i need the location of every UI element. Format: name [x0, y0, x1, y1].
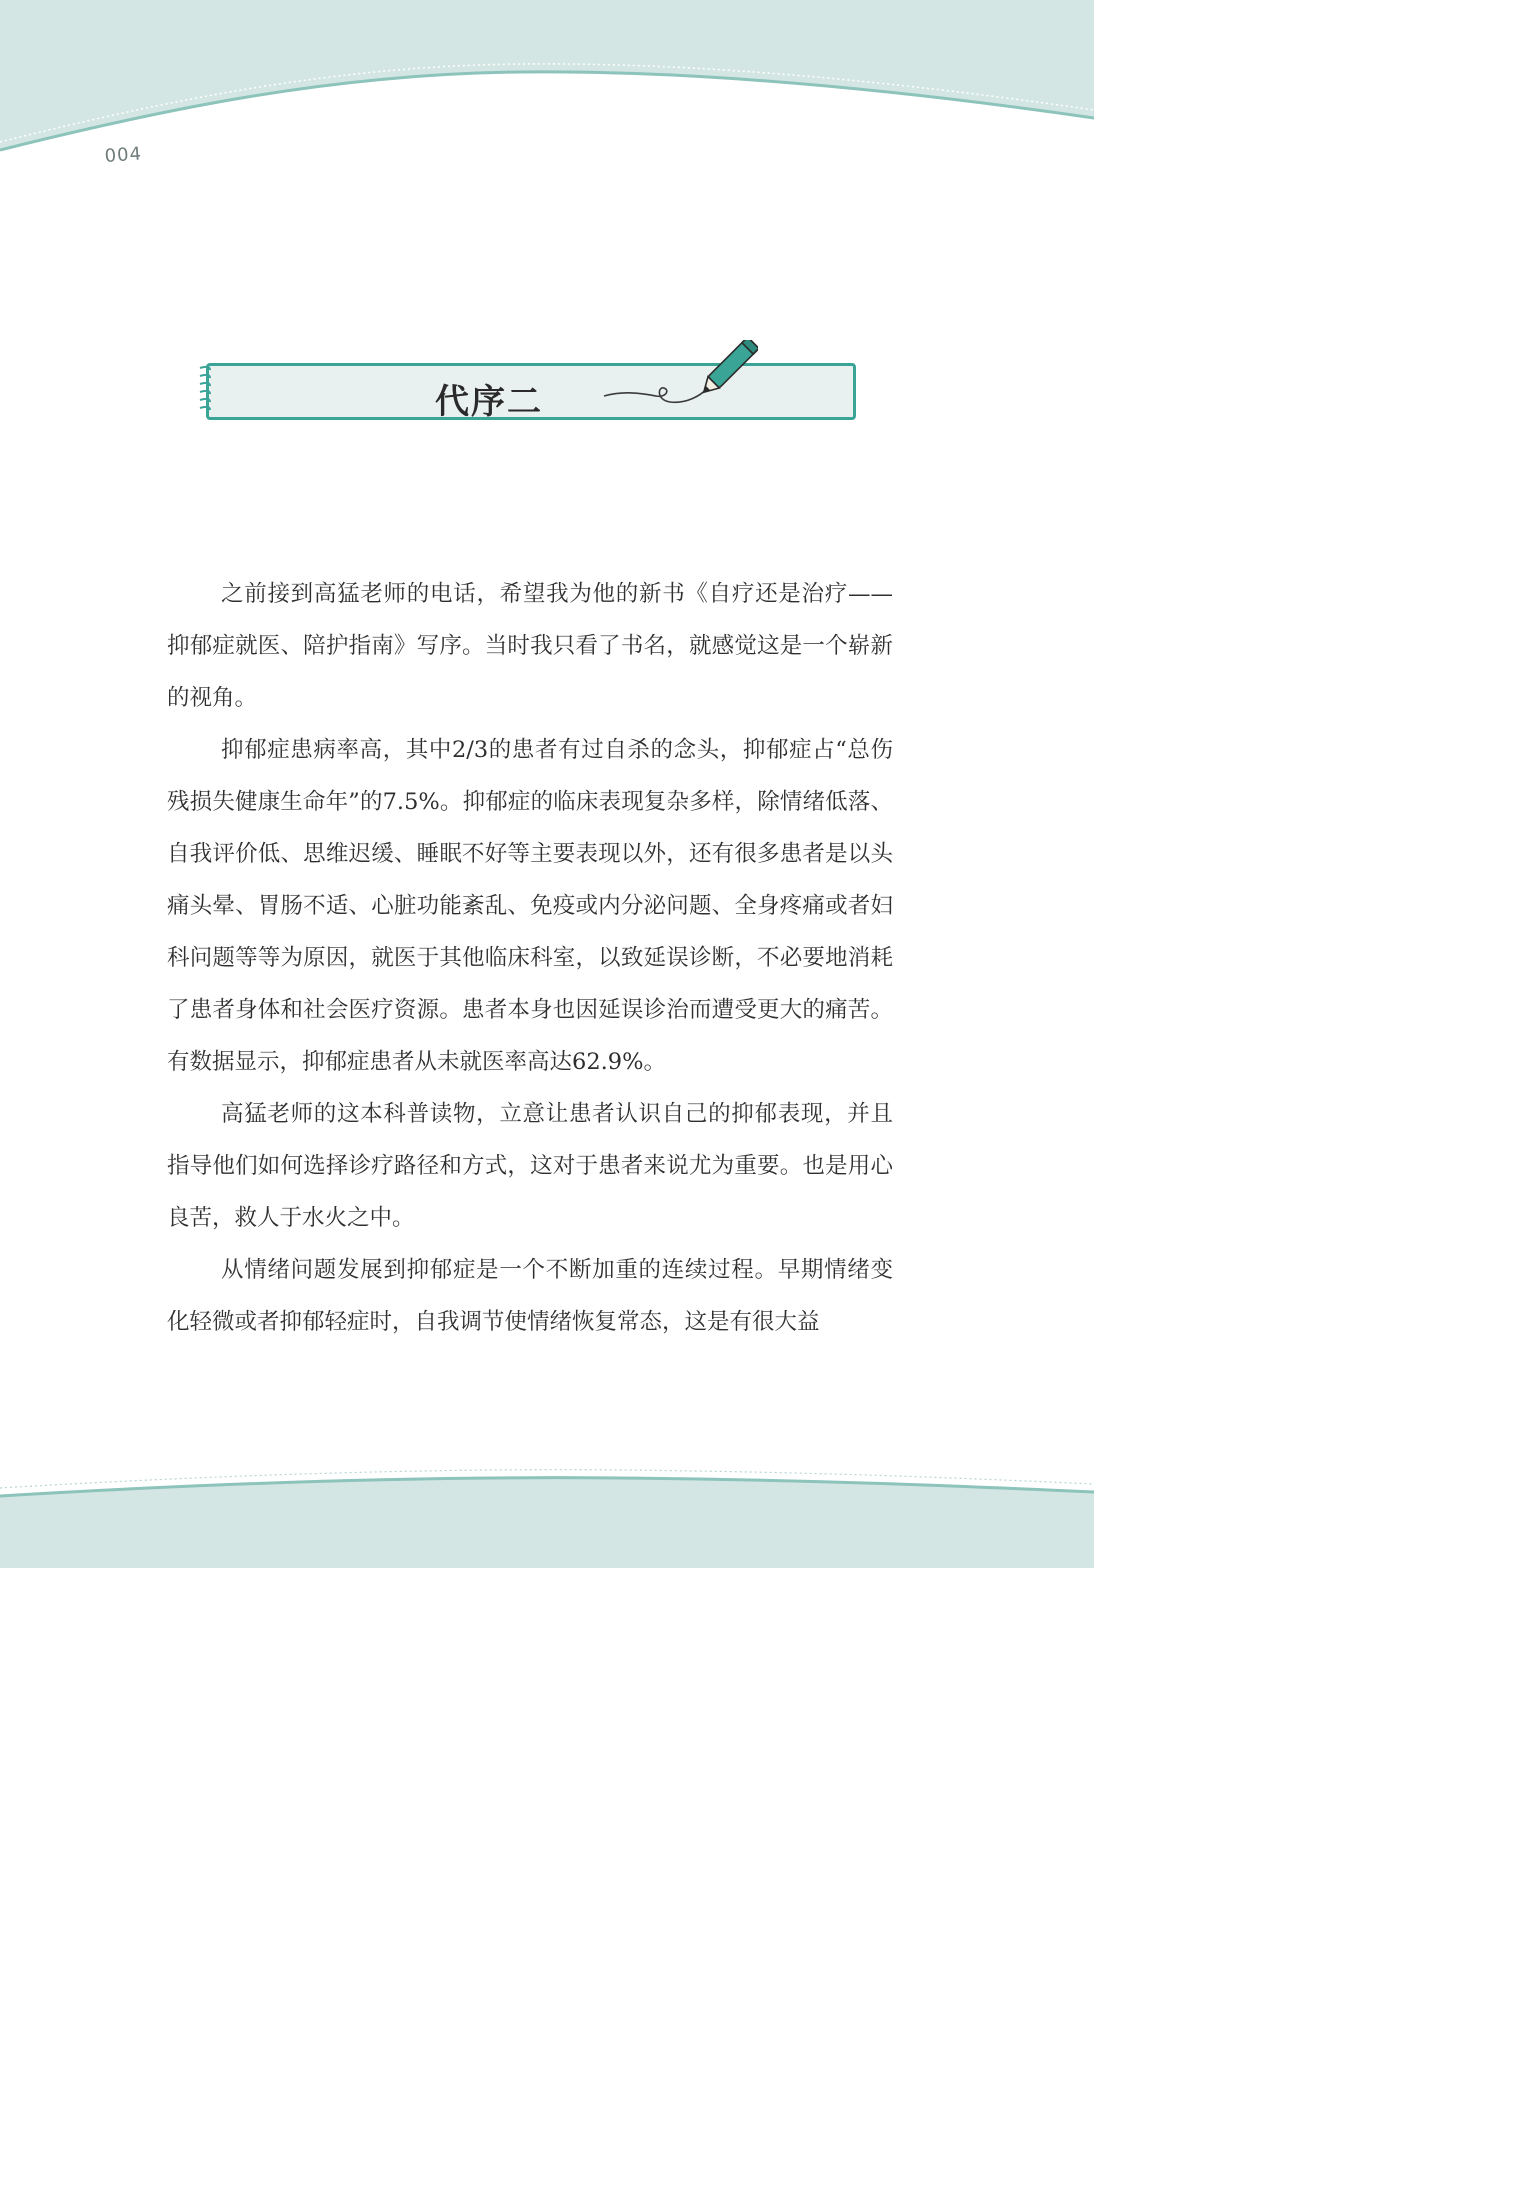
- pen-icon: [596, 340, 758, 412]
- paragraph: 之前接到高猛老师的电话，希望我为他的新书《自疗还是治疗——抑郁症就医、陪护指南》写序。当时我只看了书名，就感觉这是一个崭新的视角。: [167, 581, 893, 711]
- paragraph: 高猛老师的这本科普读物，立意让患者认识自己的抑郁表现，并且指导他们如何选择诊疗路径和方式，这对于患者来说尤为重要。也是用心良苦，救人于水火之中。: [167, 1101, 893, 1231]
- body-text: [167, 568, 893, 1348]
- paragraph: 抑郁症患病率高，其中2/3的患者有过自杀的念头，抑郁症占“总伤残损失健康生命年”的7.5%。抑郁症的临床表现复杂多样，除情绪低落、自我评价低、思维迟缓、睡眠不好等主要表现以外，还有很多患者是以头痛头晕、胃肠不适、心脏功能紊乱、免疫或内分泌问题、全身疼痛或者妇科问题等等为原因，就医于其他临床科室，以致延误诊断，不必要地消耗了患者身体和社会医疗资源。患者本身也因延误诊治而遭受更大的痛苦。有数据显示，抑郁症患者从未就医率高达62.9%。: [167, 737, 893, 1075]
- page-title: 代序二: [435, 382, 543, 422]
- paragraph: 从情绪问题发展到抑郁症是一个不断加重的连续过程。早期情绪变化轻微或者抑郁轻症时，自我调节使情绪恢复常态，这是有很大益: [167, 1257, 893, 1335]
- top-wave-decoration: [0, 0, 1094, 170]
- title-box: [206, 363, 856, 420]
- bottom-wave-decoration: [0, 1460, 1094, 1568]
- notebook-spiral-icon: [196, 362, 218, 422]
- page-number: 004: [104, 143, 143, 167]
